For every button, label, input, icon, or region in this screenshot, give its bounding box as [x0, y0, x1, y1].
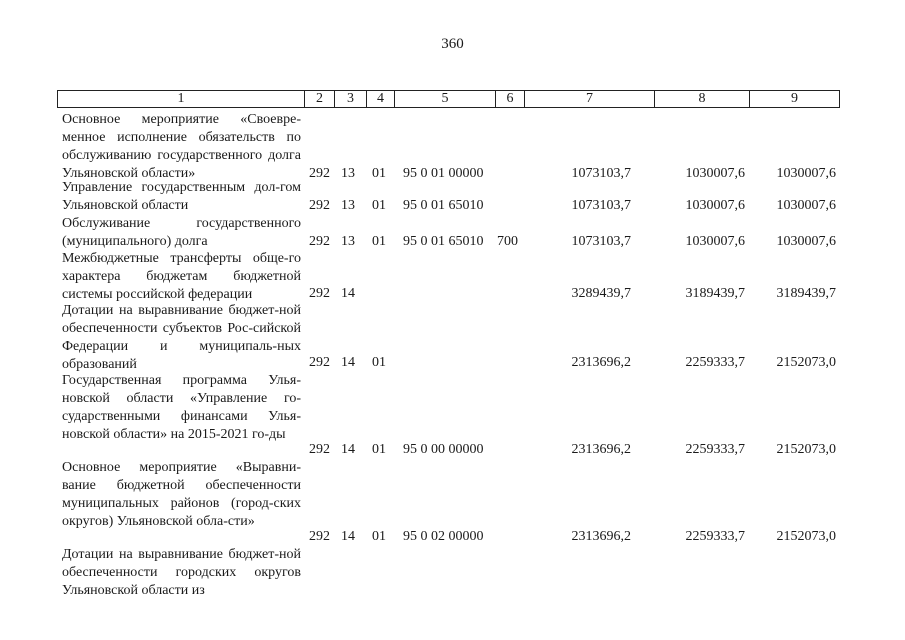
table-header-row [57, 90, 840, 108]
page-number: 360 [441, 36, 464, 52]
row-col-3: 13 [341, 198, 355, 213]
row-description: Основное мероприятие «Выравни-вание бюджетной обеспеченности муниципальных районов (город-ских округов) Ульяновской обла-сти» [62, 460, 301, 529]
row-col-2: 292 [309, 198, 330, 213]
row-col-8: 1030007,6 [685, 166, 745, 181]
row-col-9: 2152073,0 [776, 529, 836, 544]
row-col-2: 292 [309, 529, 330, 544]
header-col-7: 7 [525, 91, 655, 107]
row-col-2: 292 [309, 355, 330, 370]
row-col-9: 2152073,0 [776, 442, 836, 457]
row-col-4: 01 [372, 166, 386, 181]
header-col-1: 1 [58, 91, 305, 107]
row-col-5: 95 0 01 65010 [403, 234, 484, 249]
row-col-3: 14 [341, 529, 355, 544]
row-col-7: 1073103,7 [571, 234, 631, 249]
row-description: Основное мероприятие «Своевре-менное исполнение обязательств по обслуживанию государственного долга Ульяновской области» [62, 112, 301, 181]
row-col-9: 1030007,6 [776, 198, 836, 213]
row-col-5: 95 0 01 65010 [403, 198, 484, 213]
row-col-7: 2313696,2 [571, 442, 631, 457]
row-col-3: 14 [341, 286, 355, 301]
row-col-9: 3189439,7 [776, 286, 836, 301]
row-col-7: 3289439,7 [571, 286, 631, 301]
row-col-4: 01 [372, 234, 386, 249]
row-col-4: 01 [372, 355, 386, 370]
header-col-9: 9 [791, 91, 798, 106]
row-description: Межбюджетные трансферты обще-го характера бюджетам бюджетной системы российской федерации [62, 251, 301, 302]
row-col-6: 700 [497, 234, 518, 249]
header-col-5: 5 [395, 91, 496, 107]
row-col-2: 292 [309, 286, 330, 301]
row-col-2: 292 [309, 234, 330, 249]
row-col-9: 1030007,6 [776, 166, 836, 181]
row-col-7: 2313696,2 [571, 529, 631, 544]
header-col-2: 2 [305, 91, 335, 107]
row-col-4: 01 [372, 529, 386, 544]
row-col-7: 1073103,7 [571, 198, 631, 213]
header-col-6: 6 [496, 91, 525, 107]
row-col-4: 01 [372, 198, 386, 213]
row-description: Управление государственным дол-гом Ульяновской области [62, 180, 301, 213]
row-col-2: 292 [309, 442, 330, 457]
row-col-8: 2259333,7 [685, 355, 745, 370]
row-col-8: 1030007,6 [685, 234, 745, 249]
row-col-8: 3189439,7 [685, 286, 745, 301]
row-col-7: 1073103,7 [571, 166, 631, 181]
row-col-3: 14 [341, 355, 355, 370]
row-col-8: 2259333,7 [685, 442, 745, 457]
row-col-5: 95 0 00 00000 [403, 442, 484, 457]
row-col-5: 95 0 01 00000 [403, 166, 484, 181]
row-col-3: 13 [341, 166, 355, 181]
row-col-8: 1030007,6 [685, 198, 745, 213]
row-col-9: 1030007,6 [776, 234, 836, 249]
row-description: Обслуживание государственного (муниципального) долга [62, 216, 301, 249]
row-description: Государственная программа Улья-новской области «Управление го-сударственными финансами Улья-новской области» на 2015-2021 го-ды [62, 373, 301, 442]
row-col-5: 95 0 02 00000 [403, 529, 484, 544]
row-col-2: 292 [309, 166, 330, 181]
row-description: Дотации на выравнивание бюджет-ной обеспеченности субъектов Рос-сийской Федерации и муниципаль-ных образований [62, 303, 301, 372]
header-col-4: 4 [367, 91, 395, 107]
row-col-8: 2259333,7 [685, 529, 745, 544]
row-description: Дотации на выравнивание бюджет-ной обеспеченности городских округов Ульяновской области из [62, 547, 301, 598]
header-col-3: 3 [335, 91, 367, 107]
header-col-8: 8 [655, 91, 750, 107]
row-col-4: 01 [372, 442, 386, 457]
row-col-9: 2152073,0 [776, 355, 836, 370]
row-col-3: 14 [341, 442, 355, 457]
row-col-7: 2313696,2 [571, 355, 631, 370]
row-col-3: 13 [341, 234, 355, 249]
